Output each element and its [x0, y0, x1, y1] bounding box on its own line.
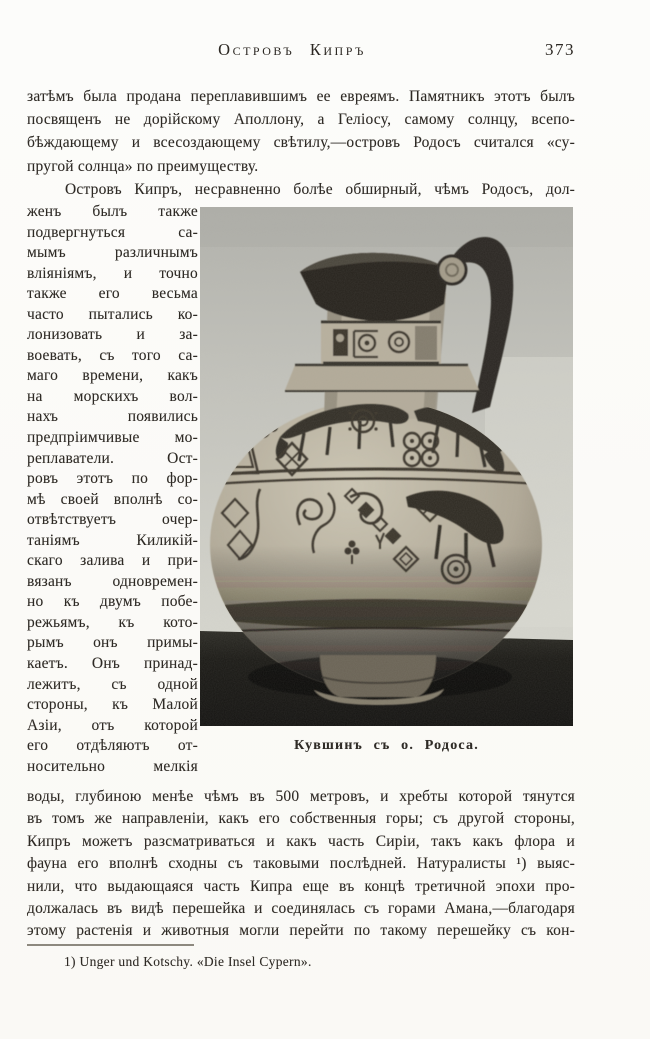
text-line: отвѣтствуетъ очер-	[27, 511, 198, 529]
text-line: пругой солнца» по преимуществу.	[27, 157, 259, 175]
text-line: часто пытались ко-	[27, 305, 198, 323]
text-line: лежитъ, съ одной	[27, 675, 198, 693]
text-line: этому растенія и животныя могли перейти по такому перешейку съ кон-	[27, 922, 575, 940]
paragraph-1	[27, 85, 575, 178]
running-head	[27, 40, 575, 62]
text-line: посвященъ не дорійскому Аполлону, а Геліосу, самому солнцу, всепо-	[27, 111, 575, 129]
text-line: таніямъ Киликій-	[27, 531, 198, 549]
text-line: ровъ этотъ по фор-	[27, 470, 198, 488]
text-line: маго времени, какъ	[27, 367, 198, 385]
text-line: бѣждающему и всесоздающему свѣтилу,—островъ Родосъ считался «су-	[27, 134, 575, 152]
text-line: Азіи, отъ которой	[27, 716, 198, 734]
text-line: реплаватели. Ост-	[27, 449, 198, 467]
text-line: Островъ Кипръ, несравненно болѣе обширный, чѣмъ Родосъ, дол-	[65, 181, 575, 198]
text-line: женъ былъ также	[27, 203, 198, 220]
text-line: лонизовать и за-	[27, 326, 198, 344]
text-line: нили, что выдающаяся часть Кипра еще въ концѣ третичной эпохи про-	[27, 877, 575, 895]
page-number: 373	[545, 40, 575, 59]
text-line: мымъ различнымъ	[27, 244, 198, 262]
text-line: носительно мелкія	[27, 757, 198, 775]
text-line: Кипръ можетъ разсматриваться и какъ часть Сиріи, такъ какъ флора и	[27, 832, 575, 850]
footnote-divider	[27, 944, 194, 946]
jug-figure	[200, 207, 573, 754]
text-line: рымъ онъ примы-	[27, 634, 198, 652]
text-line: его отдѣляютъ от-	[27, 737, 198, 755]
footnote: 1) Unger und Kotschy. «Die Insel Cypern».	[64, 954, 312, 969]
paragraph-2-first-line	[27, 178, 575, 201]
text-line: режьямъ, къ кото-	[27, 613, 198, 631]
text-line: воевать, съ того са-	[27, 346, 198, 364]
text-line: вязанъ одновремен-	[27, 572, 198, 590]
text-line: въ томъ же направленіи, какъ его собственныя горы; съ другой стороны,	[27, 810, 575, 828]
text-line: воды, глубиною менѣе чѣмъ въ 500 метровъ, и хребты которой тянутся	[27, 788, 575, 805]
text-line: каетъ. Онъ принад-	[27, 655, 198, 673]
paragraph-2-continuation	[27, 786, 575, 943]
figure-caption: Кувшинъ съ о. Родоса.	[294, 738, 479, 753]
text-line: но къ двумъ побе-	[27, 593, 198, 611]
jug-photo	[200, 207, 573, 726]
text-line: мѣ своей вполнѣ со-	[27, 490, 198, 508]
photo-grain	[200, 207, 573, 726]
text-line: вліяніямъ, и точно	[27, 264, 198, 282]
text-line: затѣмъ была продана переплавившимъ ее евреямъ. Памятникъ этотъ былъ	[27, 88, 575, 105]
text-line: фауна его вполнѣ сходны съ таковыми послѣдней. Натуралисты ¹) выяс-	[27, 855, 575, 873]
text-line: подвергнуться са-	[27, 223, 198, 241]
text-line: должалась въ видѣ перешейка и соединялась съ горами Амана,—благодаря	[27, 900, 575, 918]
text-line: скаго залива и при-	[27, 552, 198, 570]
text-line: нахъ появились	[27, 408, 198, 426]
text-line: стороны, къ Малой	[27, 696, 198, 714]
paragraph-2-wrap-column	[27, 202, 198, 777]
text-line: на морскихъ вол-	[27, 387, 198, 405]
page-title: Островъ Кипръ	[218, 40, 366, 59]
text-line: предпріимчивые мо-	[27, 429, 198, 447]
text-line: также его весьма	[27, 285, 198, 303]
